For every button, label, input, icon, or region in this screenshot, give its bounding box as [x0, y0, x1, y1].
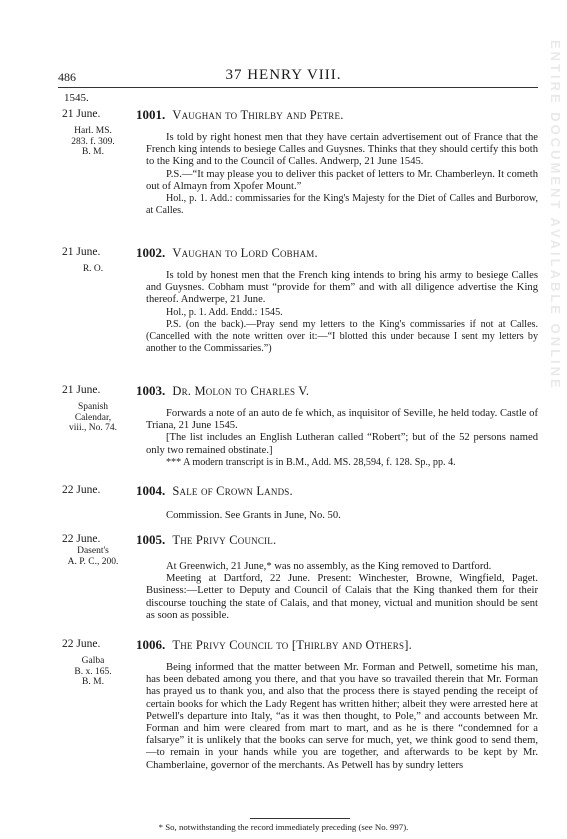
entry-number: 1004. — [136, 483, 166, 498]
entry-date: 22 June. — [62, 533, 101, 545]
running-title: 37 HENRY VIII. — [225, 67, 342, 83]
entry-body: Commission. See Grants in June, No. 50. — [166, 510, 341, 521]
watermark-stamp: ENTIRE DOCUMENT AVAILABLE ONLINE — [548, 40, 563, 391]
entry-heading — [136, 383, 309, 399]
entry-number: 1002. — [136, 245, 166, 260]
entry-heading — [136, 107, 344, 123]
header-rule — [58, 87, 538, 88]
entry-reference: R. O. — [82, 264, 104, 274]
entry-heading — [136, 637, 412, 653]
entry-title: Vaughan to Lord Cobham. — [172, 246, 318, 260]
entry-date: 21 June. — [62, 246, 101, 258]
entry-title: Dr. Molon to Charles V. — [172, 384, 310, 398]
entry-heading — [136, 245, 318, 261]
page-number: 486 — [58, 70, 76, 84]
entry-number: 1001. — [136, 107, 166, 122]
entry-heading — [136, 483, 293, 499]
year-marker: 1545. — [64, 92, 89, 104]
entry-reference: Dasent's A. P. C., 200. — [67, 546, 119, 567]
entry-reference: Spanish Calendar, viii., No. 74. — [68, 402, 118, 433]
footnote: * So, notwithstanding the record immediately preceding (see No. 997). — [158, 822, 409, 832]
entry-date: 21 June. — [62, 384, 101, 396]
entry-title: Sale of Crown Lands. — [172, 484, 293, 498]
entry-body: Is told by right honest men that they have certain advertisement out of France that the French king intends to besiege Calles and Guysnes. Thinks that they should certify this both to the King and to the Council of Calles. Andwerp, 21 June 1545. P.S.—“It may please you to deliver this packet of letters to Mr. Chamberleyn. It cometh out of Almayn from Xpofer Mount.” Hol., p. 1. Add.: commissaries for the King's Majesty for the Diet of Calles and Burborow, at Calles. — [146, 132, 538, 217]
entry-body: At Greenwich, 21 June,* was no assembly, as the King removed to Dartford. Meeting at Dartford, 22 June. Present: Winchester, Browne, Wingfield, Paget. Business:—Letter to Deputy and Council of Calais that the King thanked them for their discourse touching the state of Calais, and that money, victual and munition should be sent as soon as possible. — [146, 561, 538, 621]
entry-reference: Galba B. x. 165. B. M. — [74, 656, 112, 687]
entry-body: Forwards a note of an auto de fe which, as inquisitor of Seville, he held today. Castle of Triana, 21 June 1545. [The list includes an English Lutheran called “Robert”; but of the 52 persons named only two remained obstinate.] *** A modern transcript is in B.M., Add. MS. 28,594, f. 128. Sp., pp. 4. — [146, 408, 538, 468]
entry-body: Is told by honest men that the French king intends to bring his army to besiege Calles and Guysnes. Cobham must “provide for them” and with all diligence advertise the King thereof. Andwerpe, 21 June. Hol., p. 1. Add. Endd.: 1545. P.S. (on the back).—Pray send my letters to the King's commissaries if not at Calles. (Cancelled with the note written over it:—“I blotted this under because I sent my letters by another to the Commissaries.”) — [146, 270, 538, 355]
entry-heading — [136, 532, 276, 548]
entry-number: 1003. — [136, 383, 166, 398]
entry-number: 1006. — [136, 637, 166, 652]
entry-title: The Privy Council. — [172, 533, 277, 547]
entry-body: Being informed that the matter between Mr. Forman and Petwell, sometime his man, has been debated among you there, and that you have so travailed therein that Mr. Forman has prayed us to thank you, and also that the process there is stayed pending the receipt of certain books for which the Lady Regent has written hither; albeit they were arrested here at Petwell's departure into Italy, “as it was then thought, to Pole,” and accounts between Mr. Forman and him were cleared from mart to mart, and as he is there “condemned for a falsarye” it is unlikely that the books can serve for much, yet, we think good to send them,—to remain in your hands while you are together, and afterwards to be kept by Mr. Chamberlaine, governor of the merchants. As Petwell has by sundry letters — [146, 662, 538, 771]
footnote-rule — [250, 818, 350, 819]
entry-date: 21 June. — [62, 108, 101, 120]
entry-number: 1005. — [136, 532, 166, 547]
entry-title: Vaughan to Thirlby and Petre. — [172, 108, 344, 122]
entry-date: 22 June. — [62, 638, 101, 650]
entry-reference: Harl. MS. 283. f. 309. B. M. — [71, 126, 115, 157]
entry-date: 22 June. — [62, 484, 101, 496]
entry-title: The Privy Council to [Thirlby and Others]. — [172, 638, 412, 652]
